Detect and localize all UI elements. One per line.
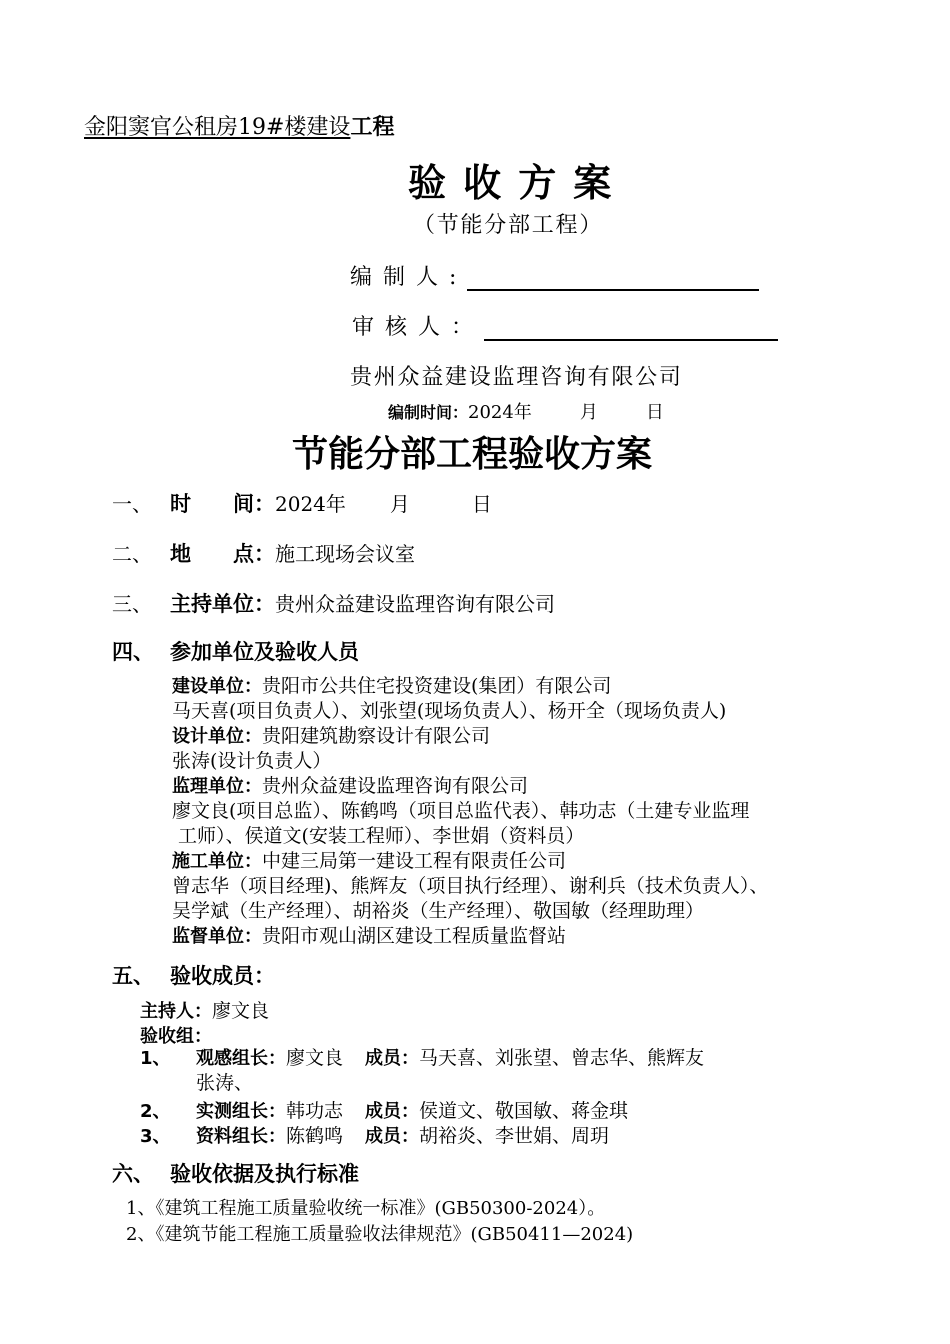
- section-standards: [112, 1158, 359, 1188]
- compiler-row: [350, 260, 759, 291]
- section-participants-label: 参加单位及验收人员: [170, 640, 359, 664]
- group-leader-label: 实测组长：: [196, 1101, 286, 1122]
- unit-oversight: [172, 924, 768, 949]
- section-time-num: 一、: [112, 492, 152, 516]
- group-member-label: 成员：: [365, 1101, 420, 1122]
- section-members: [112, 960, 275, 990]
- cover-date-year: 2024年: [468, 402, 532, 423]
- section-host-unit-value: 贵州众益建设监理咨询有限公司: [275, 592, 555, 616]
- group-leader-label: 资料组长：: [196, 1126, 286, 1147]
- section-host-unit-label: 主持单位：: [170, 592, 275, 616]
- section-standards-label: 验收依据及执行标准: [170, 1162, 359, 1186]
- unit-people: 廖文良(项目总监）、陈鹤鸣（项目总监代表）、韩功志（土建专业监理: [172, 800, 750, 822]
- unit-label: 施工单位：: [172, 851, 262, 872]
- cover-title: 验收方案: [408, 161, 629, 205]
- group-label: 验收组：: [140, 1026, 212, 1047]
- section-time-month: 月: [389, 492, 410, 516]
- group-member-label: 成员：: [365, 1126, 420, 1147]
- unit-name: 中建三局第一建设工程有限责任公司: [262, 850, 567, 872]
- group-members-cont: 张涛、: [196, 1072, 254, 1094]
- group-row-1: [140, 1046, 704, 1095]
- group-members: 胡裕炎、李世娟、周玥: [419, 1125, 610, 1147]
- cover-date-label: 编制时间：: [388, 403, 469, 422]
- project-name-underlined: 金阳窦官公租房19#楼建设: [84, 115, 351, 140]
- units-list: [172, 674, 768, 949]
- section-participants-num: 四、: [112, 640, 154, 664]
- group-leader: 韩功志: [286, 1100, 344, 1122]
- unit-contractor: [172, 849, 768, 924]
- section-time-day: 日: [471, 492, 492, 516]
- cover-date-day: 日: [645, 402, 664, 423]
- unit-label: 监督单位：: [172, 926, 262, 947]
- group-row-2: [140, 1096, 628, 1123]
- section-time-year: 2024年: [275, 492, 346, 516]
- cover-company: 贵州众益建设监理咨询有限公司: [350, 365, 683, 390]
- standard-item: 2、《建筑节能工程施工质量验收法律规范》(GB50411—2024): [126, 1224, 634, 1245]
- reviewer-label: 审核人：: [352, 315, 485, 340]
- cover-date-month: 月: [579, 402, 598, 423]
- section-host-unit: [112, 588, 555, 618]
- unit-name: 贵阳建筑勘察设计有限公司: [262, 725, 491, 747]
- unit-people: 张涛(设计负责人）: [172, 750, 332, 772]
- unit-name: 贵州众益建设监理咨询有限公司: [262, 775, 529, 797]
- group-member-label: 成员：: [365, 1048, 420, 1069]
- group-leader: 廖文良: [286, 1047, 344, 1069]
- unit-label: 设计单位：: [172, 726, 262, 747]
- group-num: 1、: [140, 1048, 171, 1069]
- group-leader: 陈鹤鸣: [286, 1125, 344, 1147]
- group-members: 侯道文、敬国敏、蒋金琪: [419, 1100, 629, 1122]
- host-name: 廖文良: [212, 1000, 270, 1022]
- group-leader-label: 观感组长：: [196, 1048, 286, 1069]
- group-row-3: [140, 1121, 609, 1148]
- standards-list: [126, 1196, 633, 1248]
- unit-people: 工师）、侯道文(安装工程师）、李世娟（资料员）: [178, 825, 585, 847]
- host-row: [140, 996, 269, 1023]
- section-location-num: 二、: [112, 542, 152, 566]
- group-num: 3、: [140, 1126, 171, 1147]
- section-members-label: 验收成员：: [170, 964, 275, 988]
- section-time-label: 时 间：: [170, 492, 275, 516]
- unit-supervision: [172, 774, 768, 849]
- project-name: [84, 110, 394, 141]
- unit-label: 监理单位：: [172, 776, 262, 797]
- section-participants: [112, 636, 359, 666]
- cover-date: [388, 398, 664, 424]
- section-members-num: 五、: [112, 964, 154, 988]
- cover-subtitle: （节能分部工程）: [413, 213, 604, 238]
- compiler-label: 编制人:: [350, 265, 468, 290]
- section-standards-num: 六、: [112, 1162, 154, 1186]
- unit-people: 曾志华（项目经理)、熊辉友（项目执行经理）、谢利兵（技术负责人）、: [172, 875, 769, 897]
- section-host-unit-num: 三、: [112, 592, 152, 616]
- section-time: [112, 488, 492, 518]
- reviewer-blank-line: [484, 313, 778, 341]
- host-label: 主持人：: [140, 1001, 212, 1022]
- unit-name: 贵阳市公共住宅投资建设(集团）有限公司: [262, 675, 612, 697]
- unit-label: 建设单位：: [172, 676, 262, 697]
- reviewer-row: [352, 310, 778, 341]
- project-name-suffix: 工程: [350, 114, 395, 140]
- section-location-value: 施工现场会议室: [275, 542, 415, 566]
- standard-item: 1、《建筑工程施工质量验收统一标准》(GB50300-2024）。: [126, 1198, 606, 1219]
- unit-construction: [172, 674, 768, 724]
- section-location-label: 地 点：: [170, 542, 275, 566]
- unit-design: [172, 724, 768, 774]
- section-location: [112, 538, 415, 568]
- unit-people: 吴学斌（生产经理）、胡裕炎（生产经理）、敬国敏（经理助理）: [172, 900, 705, 922]
- main-title: 节能分部工程验收方案: [292, 434, 653, 475]
- group-num: 2、: [140, 1101, 171, 1122]
- unit-name: 贵阳市观山湖区建设工程质量监督站: [262, 925, 567, 947]
- compiler-blank-line: [467, 263, 759, 291]
- group-members: 马天喜、刘张望、曾志华、熊辉友: [419, 1047, 705, 1069]
- unit-people: 马天喜(项目负责人）、刘张望(现场负责人）、杨开全（现场负责人): [172, 700, 727, 722]
